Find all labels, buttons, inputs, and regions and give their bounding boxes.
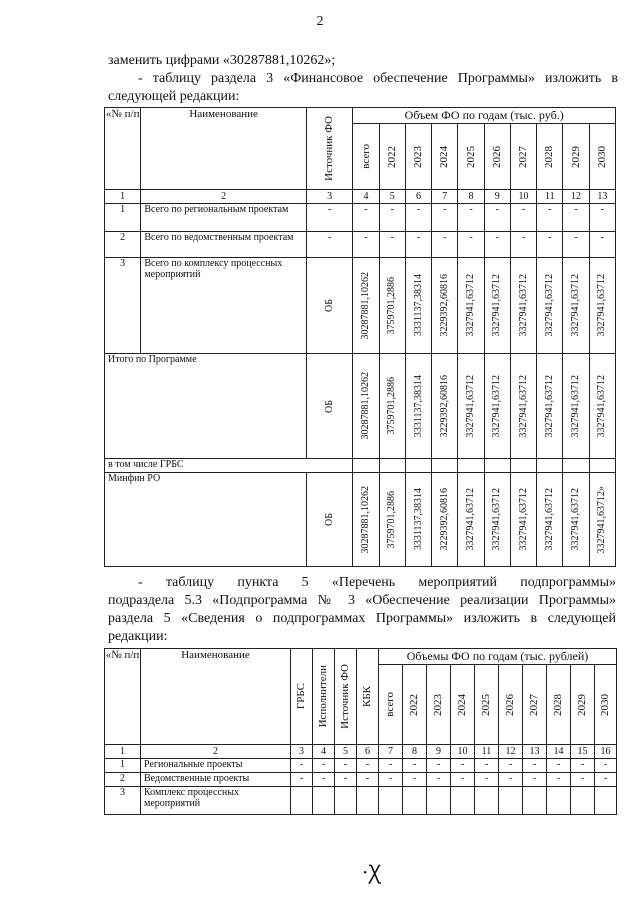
col-number: 7	[379, 745, 403, 759]
cell-value: -	[379, 204, 405, 232]
hdr-year: всего	[379, 665, 403, 745]
col-number: 3	[306, 190, 352, 204]
hdr-source: Источник ФО	[335, 649, 357, 745]
table-row	[105, 354, 616, 459]
cell-value: 3327941,63712	[458, 473, 484, 567]
cell-value: -	[595, 773, 617, 787]
cell-value: 3327941,63712	[510, 258, 536, 354]
row-no: 3	[105, 258, 141, 354]
cell-value: -	[432, 232, 458, 258]
cell-value: -	[313, 773, 335, 787]
row-name: Ведомственные проекты	[141, 773, 291, 787]
col-number: 11	[537, 190, 563, 204]
hdr-grbs: ГРБС	[291, 649, 313, 745]
col-number: 10	[451, 745, 475, 759]
hdr-year: 2023	[405, 124, 431, 190]
cell-value: 3327941,63712	[589, 354, 615, 459]
hdr-exec: Исполнители	[313, 649, 335, 745]
hdr-year: 2029	[563, 124, 589, 190]
cell-value: 3327941,63712»	[589, 473, 615, 567]
hdr-year: 2026	[484, 124, 510, 190]
para2-line1: - таблицу пункта 5 «Перечень мероприятий подпрограммы»	[138, 575, 616, 590]
cell-value: 3327941,63712	[563, 258, 589, 354]
table-row	[105, 759, 617, 773]
financing-table	[104, 107, 616, 567]
cell-value: -	[306, 232, 352, 258]
cell-value: -	[547, 759, 571, 773]
hdr-year: 2024	[432, 124, 458, 190]
col-number: 10	[510, 190, 536, 204]
cell-value: -	[306, 204, 352, 232]
cell-value: -	[563, 204, 589, 232]
hdr-volume-group: Объемы ФО по годам (тыс. рублей)	[379, 649, 617, 665]
hdr-year: 2025	[458, 124, 484, 190]
cell-value: -	[357, 773, 379, 787]
handwritten-mark: ·Ꭓ	[362, 860, 382, 884]
cell-value: 30287881,10262	[353, 473, 379, 567]
col-number: 12	[499, 745, 523, 759]
para2-line3: раздела 5 «Сведения о подпрограммах Программы» изложить в следующей	[108, 611, 616, 626]
hdr-year: 2027	[523, 665, 547, 745]
cell-value: 3331137,38314	[405, 473, 431, 567]
cell-value: 3759701,2886	[379, 258, 405, 354]
col-number: 9	[484, 190, 510, 204]
hdr-year: 2028	[547, 665, 571, 745]
hdr-source: Источник ФО	[306, 108, 352, 190]
col-number: 14	[547, 745, 571, 759]
cell-value: -	[589, 204, 615, 232]
hdr-year: 2022	[403, 665, 427, 745]
cell-value: 30287881,10262	[353, 354, 379, 459]
hdr-year: 2022	[379, 124, 405, 190]
cell-value: 3327941,63712	[537, 354, 563, 459]
cell-value: -	[458, 204, 484, 232]
cell-value: 3331137,38314	[405, 354, 431, 459]
table-row	[105, 787, 617, 815]
hdr-year: 2028	[537, 124, 563, 190]
cell-value: -	[432, 204, 458, 232]
hdr-year: 2030	[589, 124, 615, 190]
cell-value: 3327941,63712	[589, 258, 615, 354]
cell-value: -	[523, 773, 547, 787]
cell-value: 3229392,60816	[432, 473, 458, 567]
hdr-no: «№ п/п	[105, 649, 141, 745]
cell-value: -	[475, 773, 499, 787]
col-number: 5	[335, 745, 357, 759]
hdr-year: 2027	[510, 124, 536, 190]
col-number: 1	[105, 745, 141, 759]
para1-line2: следующей редакции:	[108, 89, 240, 104]
cell-value: 3331137,38314	[405, 258, 431, 354]
cell-value: -	[484, 232, 510, 258]
col-number: 15	[571, 745, 595, 759]
cell-value: -	[510, 204, 536, 232]
grbs-label: в том числе ГРБС	[105, 459, 353, 473]
table-row	[105, 473, 616, 567]
cell-value: -	[313, 759, 335, 773]
row-name: Всего по ведомственным проектам	[141, 232, 307, 258]
col-number: 7	[432, 190, 458, 204]
cell-value: -	[537, 232, 563, 258]
row-name: Всего по комплексу процессных мероприятий	[141, 258, 307, 354]
cell-value: 3327941,63712	[537, 473, 563, 567]
cell-value: -	[547, 773, 571, 787]
page-number: 2	[316, 14, 324, 29]
col-number: 4	[353, 190, 379, 204]
hdr-year: 2029	[571, 665, 595, 745]
col-number: 1	[105, 190, 141, 204]
hdr-year: 2024	[451, 665, 475, 745]
col-number: 13	[523, 745, 547, 759]
cell-value: -	[405, 232, 431, 258]
cell-value: -	[427, 759, 451, 773]
cell-value: 3327941,63712	[458, 258, 484, 354]
hdr-year: всего	[353, 124, 379, 190]
cell-value: 3327941,63712	[510, 354, 536, 459]
para2-line4: редакции:	[108, 629, 168, 644]
cell-value: -	[379, 232, 405, 258]
cell-value: -	[589, 232, 615, 258]
intro-line: заменить цифрами «30287881,10262»;	[108, 53, 336, 68]
cell-value: -	[563, 232, 589, 258]
col-number: 9	[427, 745, 451, 759]
row-source: ОБ	[306, 473, 352, 567]
cell-value: -	[379, 773, 403, 787]
row-name: Комплекс процессных мероприятий	[141, 787, 291, 815]
cell-value: -	[537, 204, 563, 232]
cell-value: -	[523, 759, 547, 773]
cell-value: -	[499, 773, 523, 787]
table-row	[105, 459, 616, 473]
row-source: ОБ	[306, 354, 352, 459]
col-number: 12	[563, 190, 589, 204]
hdr-volume-group: Объем ФО по годам (тыс. руб.)	[353, 108, 616, 124]
cell-value: -	[458, 232, 484, 258]
cell-value: 3327941,63712	[537, 258, 563, 354]
cell-value: 3327941,63712	[563, 473, 589, 567]
col-number: 4	[313, 745, 335, 759]
col-number: 6	[405, 190, 431, 204]
cell-value: 3327941,63712	[510, 473, 536, 567]
cell-value: 3759701,2886	[379, 473, 405, 567]
cell-value: -	[571, 759, 595, 773]
cell-value: -	[335, 759, 357, 773]
hdr-year: 2030	[595, 665, 617, 745]
cell-value: 3327941,63712	[563, 354, 589, 459]
para2-line2: подраздела 5.3 «Подпрограмма № 3 «Обеспечение реализации Программы»	[108, 593, 616, 608]
row-no: 2	[105, 773, 141, 787]
cell-value: -	[403, 759, 427, 773]
cell-value: -	[571, 773, 595, 787]
hdr-year: 2025	[475, 665, 499, 745]
cell-value: -	[353, 232, 379, 258]
cell-value: -	[510, 232, 536, 258]
cell-value: -	[484, 204, 510, 232]
table-row	[105, 232, 616, 258]
para1-line1: - таблицу раздела 3 «Финансовое обеспечение Программы» изложить в	[138, 71, 618, 86]
cell-value: -	[451, 759, 475, 773]
row-no: 1	[105, 204, 141, 232]
cell-value: 3327941,63712	[458, 354, 484, 459]
cell-value: -	[353, 204, 379, 232]
table-row	[105, 258, 616, 354]
cell-value: -	[475, 759, 499, 773]
cell-value: -	[427, 773, 451, 787]
col-number: 13	[589, 190, 615, 204]
col-number: 6	[357, 745, 379, 759]
row-source: ОБ	[306, 258, 352, 354]
hdr-no: «№ п/п	[105, 108, 141, 190]
cell-value: 3327941,63712	[484, 473, 510, 567]
cell-value: -	[499, 759, 523, 773]
cell-value: 30287881,10262	[353, 258, 379, 354]
hdr-year: 2026	[499, 665, 523, 745]
cell-value: -	[291, 759, 313, 773]
col-number: 2	[141, 745, 291, 759]
hdr-year: 2023	[427, 665, 451, 745]
cell-value: 3229392,60816	[432, 258, 458, 354]
hdr-name: Наименование	[141, 108, 307, 190]
total-name: Итого по Программе	[105, 354, 307, 459]
cell-value: -	[291, 773, 313, 787]
row-no: 3	[105, 787, 141, 815]
table-row	[105, 773, 617, 787]
cell-value: 3229392,60816	[432, 354, 458, 459]
hdr-name: Наименование	[141, 649, 291, 745]
cell-value: 3327941,63712	[484, 258, 510, 354]
col-number: 11	[475, 745, 499, 759]
hdr-kbk: КБК	[357, 649, 379, 745]
col-number: 16	[595, 745, 617, 759]
col-number: 5	[379, 190, 405, 204]
row-name: Региональные проекты	[141, 759, 291, 773]
cell-value: -	[451, 773, 475, 787]
table-row	[105, 204, 616, 232]
cell-value: 3327941,63712	[484, 354, 510, 459]
cell-value: -	[403, 773, 427, 787]
row-no: 2	[105, 232, 141, 258]
cell-value: -	[405, 204, 431, 232]
activities-table	[104, 648, 617, 815]
cell-value: -	[357, 759, 379, 773]
row-name: Всего по региональным проектам	[141, 204, 307, 232]
cell-value: -	[595, 759, 617, 773]
col-number: 8	[403, 745, 427, 759]
row-no: 1	[105, 759, 141, 773]
col-number: 2	[141, 190, 307, 204]
col-number: 3	[291, 745, 313, 759]
col-number: 8	[458, 190, 484, 204]
cell-value: 3759701,2886	[379, 354, 405, 459]
cell-value: -	[379, 759, 403, 773]
minfin-name: Минфин РО	[105, 473, 307, 567]
cell-value: -	[335, 773, 357, 787]
